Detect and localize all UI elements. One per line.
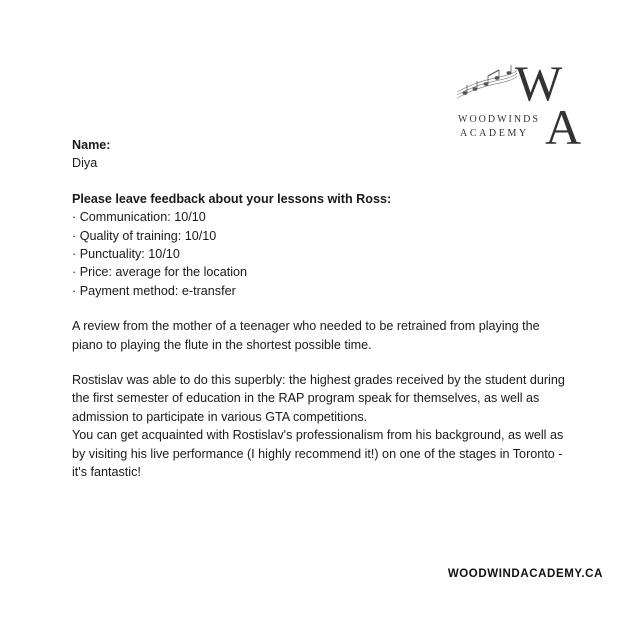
- name-label: Name:: [72, 138, 111, 152]
- feedback-label: Please leave feedback about your lessons with Ross:: [72, 191, 392, 206]
- feedback-list: [72, 208, 572, 300]
- review-paragraph-2: Rostislav was able to do this superbly: the highest grades received by the student during the first semester of education in the RAP program speak for themselves, as well as admission to participate in various GTA competitions.: [72, 373, 565, 424]
- list-item: · Price: average for the location: [72, 263, 572, 281]
- list-item: · Communication: 10/10: [72, 208, 572, 226]
- logo-text-line2: ACADEMY: [460, 128, 529, 139]
- review-paragraph-3: You can get acquainted with Rostislav's professionalism from his background, as well as by visiting his live performance (I highly recommend it!) on one of the stages in Toronto - it's fantastic!: [72, 428, 564, 480]
- list-item: · Punctuality: 10/10: [72, 245, 572, 263]
- list-item: · Quality of training: 10/10: [72, 227, 572, 245]
- music-notes-icon: [457, 65, 517, 98]
- review-paragraph-1: A review from the mother of a teenager who needed to be retrained from playing the piano to playing the flute in the shortest possible time.: [72, 319, 540, 352]
- academy-logo: [455, 56, 595, 148]
- list-item: · Payment method: e-transfer: [72, 282, 572, 300]
- website-link[interactable]: WOODWINDACADEMY.CA: [447, 568, 603, 580]
- name-value: Diya: [72, 156, 98, 171]
- logo-letter-a: A: [545, 99, 582, 148]
- logo-text-line1: WOODWINDS: [458, 114, 540, 125]
- logo-letter-w: W: [515, 56, 563, 111]
- feedback-content: [72, 136, 572, 482]
